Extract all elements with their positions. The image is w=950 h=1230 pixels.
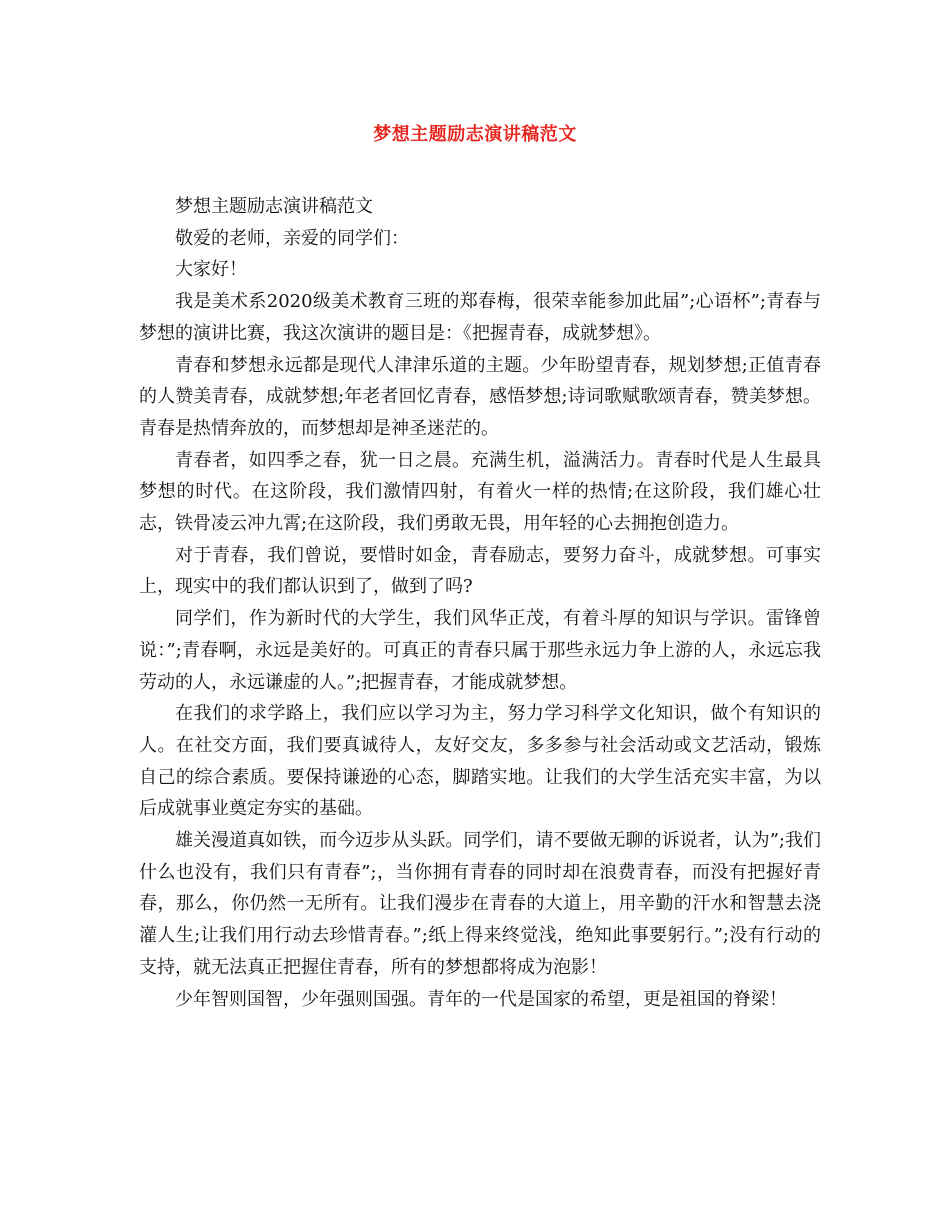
paragraph: 同学们，作为新时代的大学生，我们风华正茂，有着斗厚的知识与学识。雷锋曾说：”;青春啊，永远是美好的。可真正的青春只属于那些永远力争上游的人，永远忘我劳动的人，永远谦虚的人。”;把握青春，才能成就梦想。 <box>139 608 821 693</box>
paragraph: 我是美术系2020级美术教育三班的郑春梅，很荣幸能参加此届”;心语杯”;青春与梦想的演讲比赛，我这次演讲的题目是：《把握青春，成就梦想》。 <box>139 291 821 344</box>
document-title: 梦想主题励志演讲稿范文 <box>373 124 577 145</box>
paragraph-heading: 梦想主题励志演讲稿范文 <box>175 196 373 217</box>
paragraph-closing: 少年智则国智，少年强则国强。青年的一代是国家的希望，更是祖国的脊梁！ <box>175 988 787 1010</box>
document-body <box>139 191 821 1015</box>
paragraph: 青春和梦想永远都是现代人津津乐道的主题。少年盼望青春，规划梦想;正值青春的人赞美青春，成就梦想;年老者回忆青春，感悟梦想;诗词歌赋歌颂青春，赞美梦想。青春是热情奔放的，而梦想却是神圣迷茫的。 <box>139 354 821 439</box>
paragraph: 青春者，如四季之春，犹一日之晨。充满生机，溢满活力。青春时代是人生最具梦想的时代。在这阶段，我们激情四射，有着火一样的热情;在这阶段，我们雄心壮志，铁骨凌云冲九霄;在这阶段，我们勇敢无畏，用年轻的心去拥抱创造力。 <box>139 449 821 535</box>
paragraph: 对于青春，我们曾说，要惜时如金，青春励志，要努力奋斗，成就梦想。可事实上，现实中的我们都认识到了，做到了吗? <box>139 544 821 598</box>
paragraph: 在我们的求学路上，我们应以学习为主，努力学习科学文化知识，做个有知识的人。在社交方面，我们要真诚待人，友好交友，多多参与社会活动或文艺活动，锻炼自己的综合素质。要保持谦逊的心态，脚踏实地。让我们的大学生活充实丰富，为以后成就事业奠定夯实的基础。 <box>139 703 821 820</box>
paragraph-salutation: 敬爱的老师，亲爱的同学们： <box>175 227 409 249</box>
paragraph: 雄关漫道真如铁，而今迈步从头跃。同学们，请不要做无聊的诉说者，认为”;我们什么也没有，我们只有青春”;，当你拥有青春的同时却在浪费青春，而没有把握好青春，那么，你仍然一无所有。让我们漫步在青春的大道上，用辛勤的汗水和智慧去浇灌人生;让我们用行动去珍惜青春。”;纸上得来终觉浅，绝知此事要躬行。”;没有行动的支持，就无法真正把握住青春，所有的梦想都将成为泡影！ <box>139 830 821 978</box>
paragraph-greeting: 大家好！ <box>175 259 247 281</box>
